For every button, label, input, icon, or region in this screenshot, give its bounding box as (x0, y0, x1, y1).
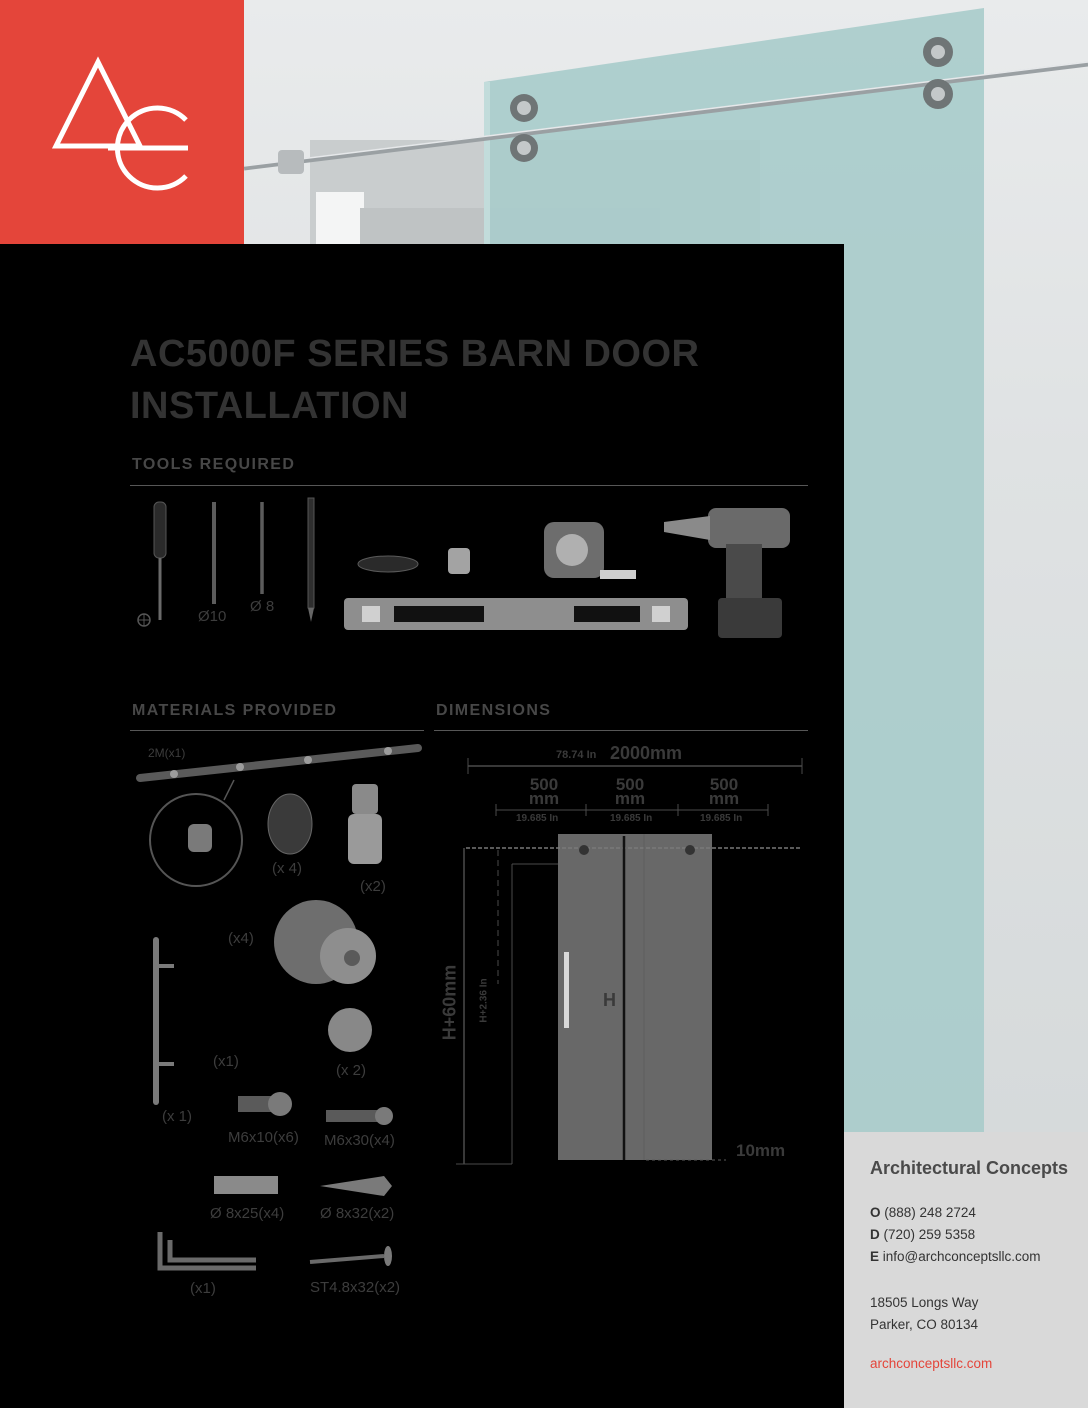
stopper-qty: (x2) (360, 878, 386, 895)
bolt-long-icon (326, 1107, 393, 1125)
cap-qty: (x 2) (336, 1062, 366, 1079)
materials-heading: MATERIALS PROVIDED (132, 702, 338, 719)
phone-direct-value: (720) 259 5358 (883, 1227, 976, 1242)
segment-2 (612, 775, 648, 808)
brand-logo-block (0, 0, 244, 244)
email-value: info@archconceptsllc.com (882, 1249, 1041, 1264)
segment-3-unit: mm (708, 789, 740, 808)
spacer-label: Ø 8x25(x4) (210, 1205, 285, 1222)
segment-1 (526, 775, 562, 808)
segment-1-mm: 500 (529, 775, 559, 794)
handle-qty: (x 1) (162, 1108, 192, 1125)
segment-3-mm: 500 (709, 775, 739, 794)
plate-qty: (x 4) (272, 860, 302, 877)
ac-logo-icon (0, 0, 244, 244)
materials-divider (130, 730, 424, 731)
tools-illustration (130, 494, 810, 654)
segment-3 (706, 775, 742, 808)
rail-detail-icon (150, 794, 242, 886)
roller-qty: (x4) (228, 930, 254, 947)
dimensions-divider (434, 730, 808, 731)
tools-heading: TOOLS REQUIRED (132, 456, 296, 473)
website-link[interactable]: archconceptsllc.com (870, 1356, 993, 1371)
address-line-1: 18505 Longs Way (870, 1295, 979, 1310)
phone-office[interactable] (870, 1202, 976, 1224)
tools-divider (130, 485, 808, 486)
email[interactable] (870, 1246, 1041, 1268)
segment-3-in: 19.685 In (700, 813, 743, 824)
pencil-icon (308, 498, 314, 622)
end-cap-icon (328, 1008, 372, 1052)
allen-key-icon (160, 1232, 256, 1268)
tape-measure-icon (544, 522, 636, 579)
allen-key-qty: (x1) (190, 1280, 216, 1297)
materials-illustration (130, 740, 430, 1310)
roller-icon (274, 900, 376, 984)
bolt-short-icon (238, 1092, 292, 1116)
stopper-icon (348, 784, 382, 864)
segment-1-unit: mm (528, 789, 560, 808)
screwdriver-icon (138, 502, 166, 626)
total-width-in: 78.74 In (556, 749, 597, 761)
segment-2-unit: mm (614, 789, 646, 808)
height-mm-label: H+60mm (439, 964, 460, 1041)
chalk-line-icon (358, 548, 470, 574)
phone-office-value: (888) 248 2724 (884, 1205, 976, 1220)
wall-anchor-icon (320, 1176, 392, 1196)
height-in-label: H+2.36 In (478, 978, 490, 1023)
email-key: E (870, 1249, 880, 1264)
drill-bit-8-label: Ø 8 (250, 598, 275, 615)
dimensions-heading: DIMENSIONS (436, 702, 552, 719)
segment-1-in: 19.685 In (516, 813, 559, 824)
address-line-2: Parker, CO 80134 (870, 1317, 979, 1332)
spirit-level-icon (344, 598, 688, 630)
wall-plate-icon (268, 794, 312, 854)
company-name: Architectural Concepts (870, 1158, 1069, 1178)
door-handle-icon (156, 940, 174, 1102)
phone-office-key: O (870, 1205, 881, 1220)
total-width-mm: 2000mm (610, 743, 683, 763)
bolt-short-label: M6x10(x6) (228, 1129, 299, 1146)
drill-bit-10-label: Ø10 (198, 608, 227, 625)
door-height-label: H (603, 990, 616, 1010)
segment-2-mm: 500 (615, 775, 645, 794)
rail-qty: 2M(x1) (148, 746, 186, 760)
phone-direct[interactable] (870, 1224, 975, 1246)
page-title: AC5000F SERIES BARN DOOR INSTALLATION (130, 333, 700, 427)
handle-mount-qty: (x1) (213, 1053, 239, 1070)
floor-gap-label: 10mm (736, 1141, 786, 1160)
segment-2-in: 19.685 In (610, 813, 653, 824)
bolt-long-label: M6x30(x4) (324, 1132, 395, 1149)
spacer-icon (214, 1176, 278, 1194)
anchor-label: Ø 8x32(x2) (320, 1205, 395, 1222)
wood-screw-icon (310, 1246, 392, 1266)
screw-label: ST4.8x32(x2) (310, 1279, 401, 1296)
phone-direct-key: D (870, 1227, 880, 1242)
